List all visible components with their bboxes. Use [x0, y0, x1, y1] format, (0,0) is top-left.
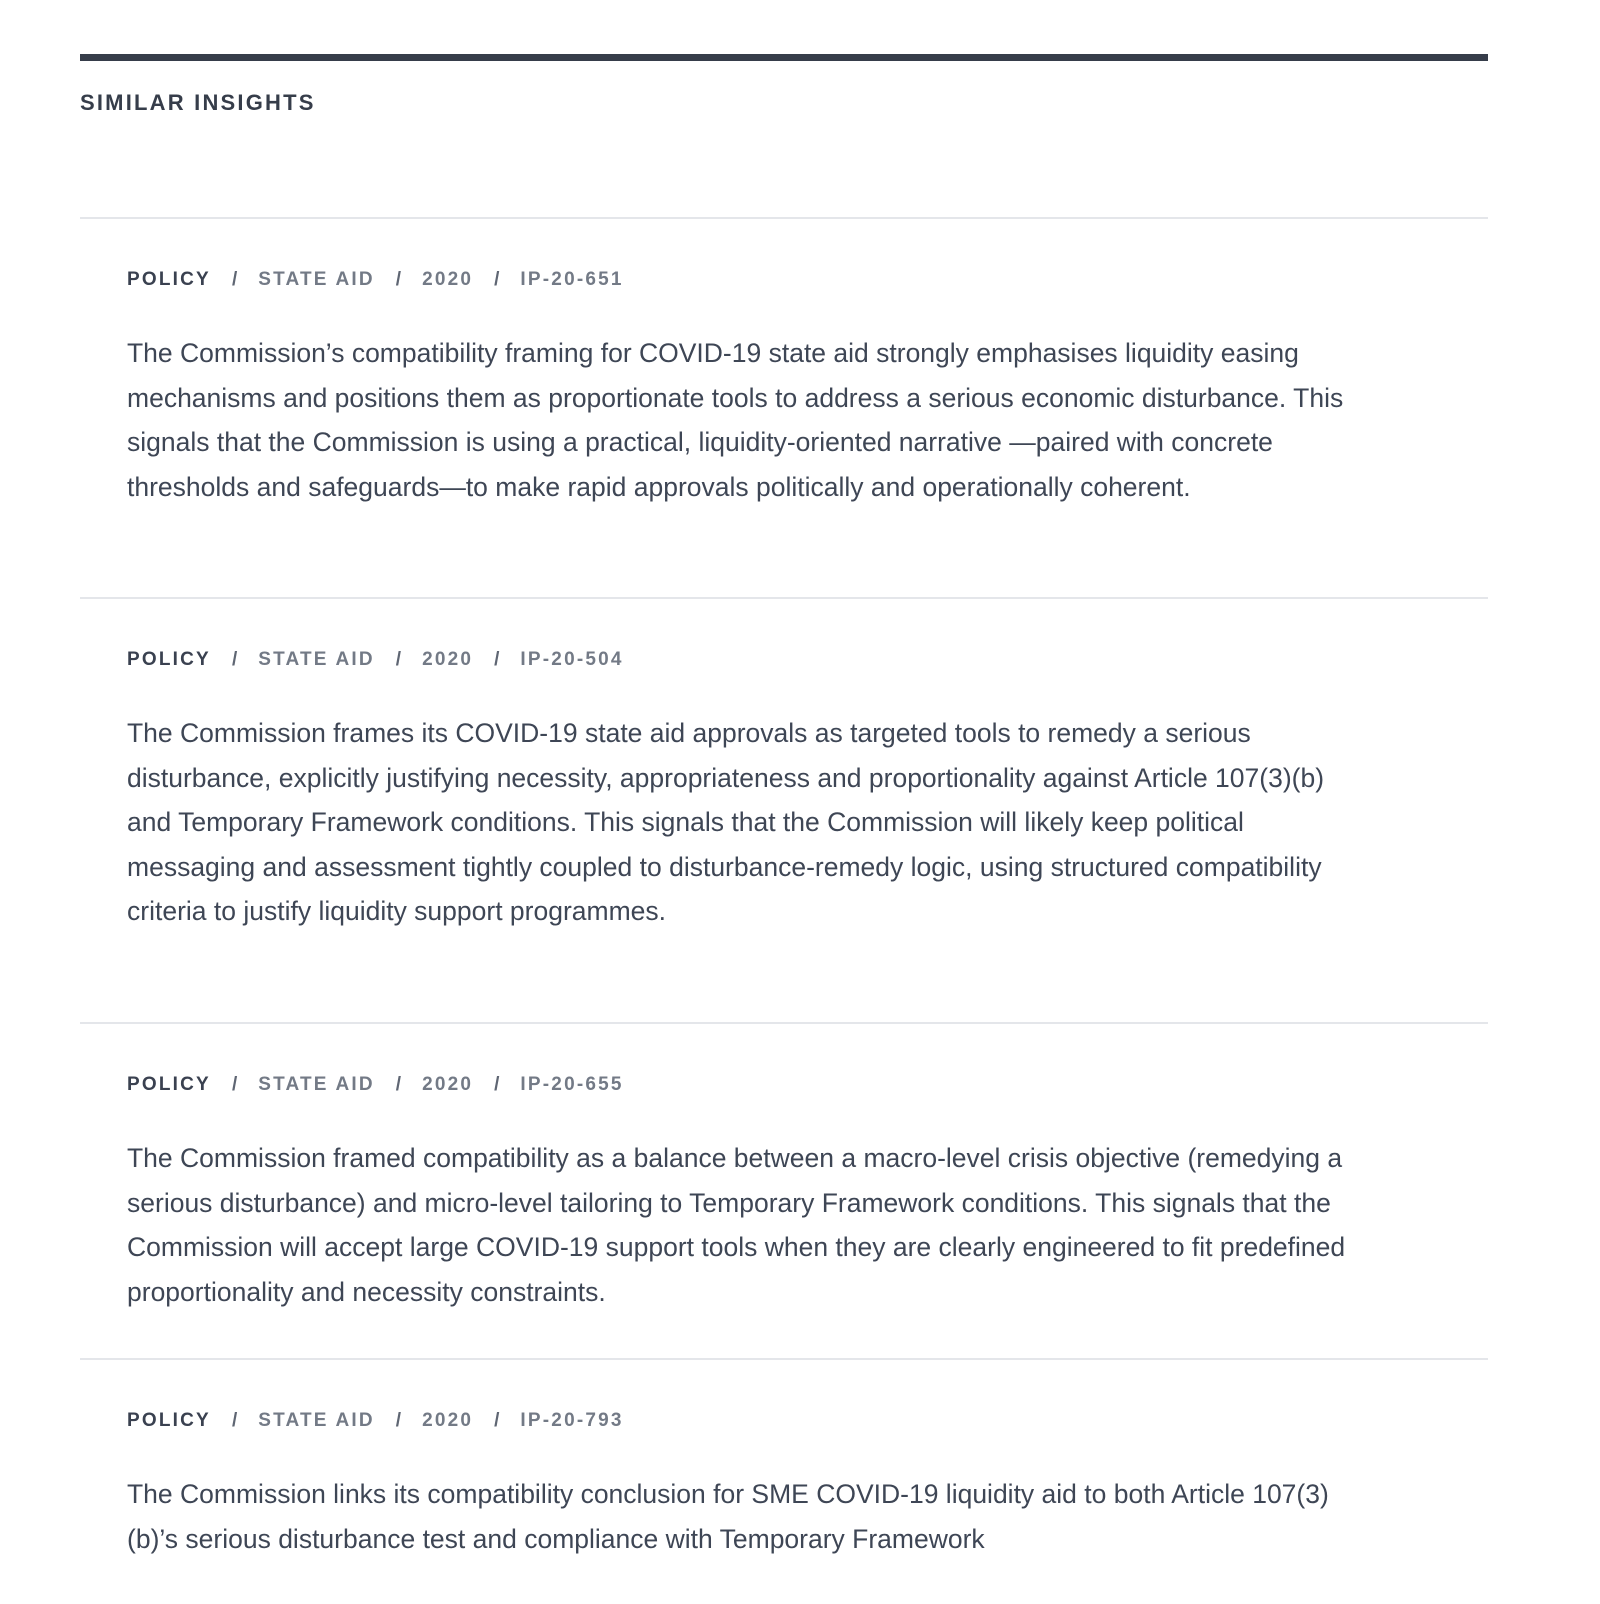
meta-separator: / [395, 1410, 402, 1431]
insight-reference[interactable]: IP-20-655 [520, 1074, 624, 1095]
insight-topic[interactable]: STATE AID [258, 1074, 375, 1095]
insight-year: 2020 [422, 1410, 474, 1431]
insight-meta [127, 1074, 624, 1096]
meta-separator: / [395, 269, 402, 290]
insight-meta [127, 1410, 624, 1432]
meta-separator: / [494, 649, 500, 670]
insight-topic[interactable]: STATE AID [258, 1410, 375, 1431]
insight-category[interactable]: POLICY [127, 269, 211, 290]
insight-card[interactable] [80, 217, 1488, 599]
insight-year: 2020 [422, 1074, 474, 1095]
meta-separator: / [231, 1410, 238, 1431]
insight-meta [127, 269, 624, 291]
insight-card[interactable] [80, 1358, 1488, 1604]
meta-separator: / [395, 1074, 402, 1095]
insight-meta [127, 649, 624, 671]
meta-separator: / [395, 649, 402, 670]
insight-text: The Commission frames its COVID-19 state aid approvals as targeted tools to remedy a serious disturbance, explicitly justifying necessity, appropriateness and proportionality against Article 107(3)(b) and Temporary Framework conditions. This signals that the Commission will likely keep political messaging and assessment tightly coupled to disturbance-remedy logic, using structured compatibility criteria to justify liquidity support programmes. [127, 718, 1325, 927]
meta-separator: / [231, 1074, 238, 1095]
insight-reference[interactable]: IP-20-651 [520, 269, 624, 290]
insight-topic[interactable]: STATE AID [258, 269, 375, 290]
section-top-rule [80, 54, 1488, 61]
insight-text: The Commission’s compatibility framing for COVID-19 state aid strongly emphasises liquidity easing mechanisms and positions them as proportionate tools to address a serious economic disturbance. This signals that the Commission is using a practical, liquidity-oriented narrative —paired with concrete thresholds and safeguards—to make rapid approvals politically and operationally coherent. [127, 338, 1344, 502]
insight-year: 2020 [422, 269, 474, 290]
insight-reference[interactable]: IP-20-504 [520, 649, 624, 670]
insight-card[interactable] [80, 597, 1488, 1024]
insight-category[interactable]: POLICY [127, 1074, 211, 1095]
insight-category[interactable]: POLICY [127, 649, 211, 670]
insight-text: The Commission links its compatibility conclusion for SME COVID-19 liquidity aid to both Article 107(3)(b)’s serious disturbance test and compliance with Temporary Framework [127, 1479, 1329, 1554]
insight-reference[interactable]: IP-20-793 [520, 1410, 624, 1431]
meta-separator: / [231, 649, 238, 670]
meta-separator: / [494, 269, 500, 290]
meta-separator: / [494, 1410, 500, 1431]
meta-separator: / [494, 1074, 500, 1095]
insight-year: 2020 [422, 649, 474, 670]
meta-separator: / [231, 269, 238, 290]
insight-category[interactable]: POLICY [127, 1410, 211, 1431]
section-title: SIMILAR INSIGHTS [80, 90, 316, 115]
insight-card[interactable] [80, 1022, 1488, 1360]
insight-topic[interactable]: STATE AID [258, 649, 375, 670]
insight-text: The Commission framed compatibility as a balance between a macro-level crisis objective (remedying a serious disturbance) and micro-level tailoring to Temporary Framework conditions. This signals that the Commission will accept large COVID-19 support tools when they are clearly engineered to fit predefined proportionality and necessity constraints. [127, 1143, 1346, 1307]
